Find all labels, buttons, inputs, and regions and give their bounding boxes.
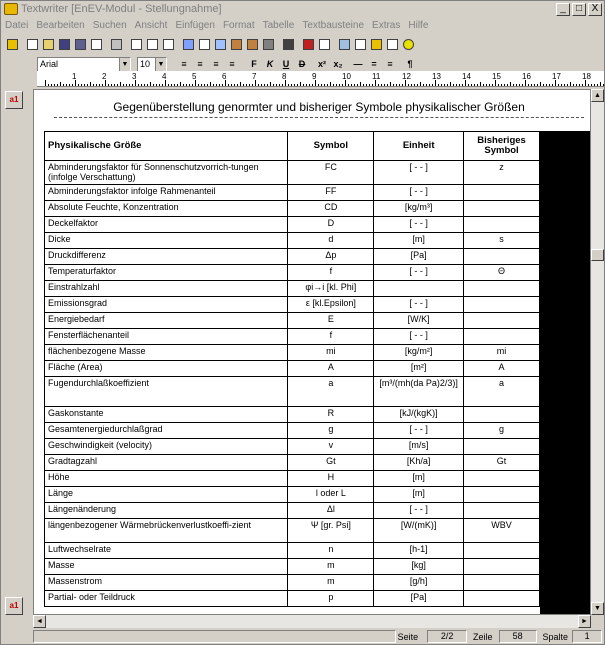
line-spacing-onehalf-icon[interactable]: =	[371, 59, 377, 69]
undo-icon[interactable]	[181, 37, 196, 52]
title-bar	[1, 1, 604, 17]
page-margin-shade	[540, 131, 591, 615]
bold-button[interactable]: F	[251, 59, 257, 69]
paragraph-icon[interactable]: ¶	[407, 59, 413, 69]
copy-icon[interactable]	[213, 37, 228, 52]
cell-einheit: [ - - ]	[374, 329, 464, 345]
cell-einheit: [ - - ]	[374, 161, 464, 185]
cell-symbol: m	[288, 559, 374, 575]
line-spacing-single-icon[interactable]: —	[353, 59, 363, 69]
cell-symbol: f	[288, 265, 374, 281]
table-row	[45, 201, 540, 217]
cell-symbol: D	[288, 217, 374, 233]
cell-symbol: ε [kl.Epsilon]	[288, 297, 374, 313]
cell-bisheriges-symbol	[464, 313, 540, 329]
cell-einheit: [h-1]	[374, 543, 464, 559]
underline-button[interactable]: U	[282, 59, 290, 69]
cell-groesse: Absolute Feuchte, Konzentration	[45, 201, 288, 217]
cell-groesse: Länge	[45, 487, 288, 503]
cell-bisheriges-symbol	[464, 297, 540, 313]
cell-bisheriges-symbol: A	[464, 361, 540, 377]
cell-einheit: [m]	[374, 233, 464, 249]
cell-groesse: Dicke	[45, 233, 288, 249]
table-row	[45, 377, 540, 407]
minimize-button[interactable]: _	[556, 3, 570, 16]
cell-symbol: Gt	[288, 455, 374, 471]
zeile-label: Zeile	[473, 631, 493, 642]
header-physikalische-groesse: Physikalische Größe	[45, 132, 288, 161]
scroll-thumb[interactable]	[591, 249, 604, 261]
close-button[interactable]: X	[588, 3, 602, 16]
zeile-value: 58	[499, 630, 537, 643]
cell-einheit: [ - - ]	[374, 217, 464, 233]
save-all-icon[interactable]	[73, 37, 88, 52]
cell-bisheriges-symbol: Gt	[464, 455, 540, 471]
font-select[interactable]	[37, 57, 131, 72]
ruler-number: 9	[312, 72, 317, 81]
cell-groesse: Deckelfaktor	[45, 217, 288, 233]
close-document-icon[interactable]	[89, 37, 104, 52]
cell-symbol: n	[288, 543, 374, 559]
cell-bisheriges-symbol	[464, 559, 540, 575]
cell-symbol: v	[288, 439, 374, 455]
cell-symbol: g	[288, 423, 374, 439]
cell-groesse: Abminderungsfaktor für Sonnenschutzvorrich-tungen (infolge Verschattung)	[45, 161, 288, 185]
maximize-button[interactable]: □	[572, 3, 586, 16]
cell-groesse: Längenänderung	[45, 503, 288, 519]
table-row	[45, 313, 540, 329]
table-row	[45, 439, 540, 455]
find-icon[interactable]	[281, 37, 296, 52]
header-symbol: Symbol	[288, 132, 374, 161]
align-center-icon[interactable]: ≡	[197, 59, 203, 69]
cell-einheit: [kg/m²]	[374, 345, 464, 361]
italic-button[interactable]: K	[266, 59, 274, 69]
table-row	[45, 575, 540, 591]
table-row	[45, 543, 540, 559]
ruler-number: 15	[492, 72, 501, 81]
ruler-number: 5	[192, 72, 197, 81]
cell-symbol: Ψ [gr. Psi]	[288, 519, 374, 543]
spalte-value: 1	[572, 630, 602, 643]
cell-bisheriges-symbol: WBV	[464, 519, 540, 543]
save-icon[interactable]	[57, 37, 72, 52]
cell-symbol: d	[288, 233, 374, 249]
menu-hilfe[interactable]: Hilfe	[408, 19, 429, 31]
cell-symbol: CD	[288, 201, 374, 217]
menu-textbausteine[interactable]: Textbausteine	[302, 19, 365, 31]
paste-icon[interactable]	[229, 37, 244, 52]
cell-bisheriges-symbol	[464, 471, 540, 487]
cell-bisheriges-symbol	[464, 249, 540, 265]
export-icon[interactable]	[161, 37, 176, 52]
table-row	[45, 217, 540, 233]
menu-format[interactable]: Format	[222, 19, 255, 31]
cell-bisheriges-symbol: Θ	[464, 265, 540, 281]
symbol-table	[44, 131, 540, 607]
cell-groesse: Partial- oder Teildruck	[45, 591, 288, 607]
horizontal-scrollbar[interactable]	[33, 615, 591, 628]
cell-einheit: [W/(mK)]	[374, 519, 464, 543]
cell-bisheriges-symbol	[464, 329, 540, 345]
cell-symbol: a	[288, 377, 374, 407]
cell-einheit: [m²]	[374, 361, 464, 377]
table-row	[45, 329, 540, 345]
menu-ansicht[interactable]: Ansicht	[134, 19, 168, 31]
cell-einheit: [kg/m³]	[374, 201, 464, 217]
cell-einheit: [kJ/(kgK)]	[374, 407, 464, 423]
cell-symbol: FF	[288, 185, 374, 201]
cell-symbol: E	[288, 313, 374, 329]
cell-groesse: Masse	[45, 559, 288, 575]
cell-groesse: Fugendurchlaßkoeffizient	[45, 377, 288, 407]
ruler-number: 14	[462, 72, 471, 81]
cell-einheit: [ - - ]	[374, 423, 464, 439]
strikethrough-button[interactable]: D	[298, 59, 306, 69]
cell-einheit: [Kh/a]	[374, 455, 464, 471]
superscript-icon[interactable]: x²	[317, 59, 326, 69]
new-document-icon[interactable]	[25, 37, 40, 52]
menu-extras[interactable]: Extras	[372, 19, 401, 31]
table-row	[45, 407, 540, 423]
frame-icon[interactable]	[385, 37, 400, 52]
menu-tabelle[interactable]: Tabelle	[262, 19, 295, 31]
spellcheck-icon[interactable]	[301, 37, 316, 52]
align-left-icon[interactable]: ≡	[181, 59, 187, 69]
cell-bisheriges-symbol	[464, 591, 540, 607]
cell-groesse: Gradtagzahl	[45, 455, 288, 471]
scroll-right-icon[interactable]: ►	[578, 615, 591, 628]
paste-special-icon[interactable]	[245, 37, 260, 52]
thesaurus-icon[interactable]	[317, 37, 332, 52]
cell-bisheriges-symbol	[464, 487, 540, 503]
table-row	[45, 345, 540, 361]
cell-bisheriges-symbol	[464, 575, 540, 591]
cell-einheit: [ - - ]	[374, 503, 464, 519]
cell-groesse: Höhe	[45, 471, 288, 487]
table-row	[45, 503, 540, 519]
cell-symbol: f	[288, 329, 374, 345]
cell-groesse: flächenbezogene Masse	[45, 345, 288, 361]
cell-groesse: Massenstrom	[45, 575, 288, 591]
cell-symbol: Δp	[288, 249, 374, 265]
cell-einheit: [ - - ]	[374, 265, 464, 281]
book-icon[interactable]	[5, 37, 20, 52]
cell-einheit: [g/h]	[374, 575, 464, 591]
scroll-left-icon[interactable]: ◄	[33, 615, 46, 628]
table-row	[45, 423, 540, 439]
scroll-down-icon[interactable]: ▼	[591, 602, 604, 615]
cell-einheit: [m/s]	[374, 439, 464, 455]
line-spacing-double-icon[interactable]: ≡	[387, 59, 393, 69]
table-row	[45, 161, 540, 185]
window-title: Textwriter [EnEV-Modul - Stellungnahme]	[21, 3, 222, 15]
standard-toolbar	[5, 35, 417, 53]
table-icon[interactable]	[337, 37, 352, 52]
table-row	[45, 233, 540, 249]
seite-label: Seite	[397, 631, 419, 642]
document-heading: Gegenüberstellung genormter und bisheriger Symbole physikalischer Größen	[54, 100, 584, 118]
print-preview-icon[interactable]	[129, 37, 144, 52]
chevron-down-icon[interactable]: ▼	[155, 58, 166, 71]
cell-bisheriges-symbol	[464, 185, 540, 201]
table-row	[45, 281, 540, 297]
ruler-number: 18	[582, 72, 591, 81]
cell-symbol: l oder L	[288, 487, 374, 503]
cell-einheit: [W/K]	[374, 313, 464, 329]
ruler-number: 1	[72, 72, 77, 81]
menu-bar	[1, 17, 604, 33]
status-message	[33, 630, 396, 643]
table-row	[45, 185, 540, 201]
cell-einheit: [kg]	[374, 559, 464, 575]
delete-icon[interactable]	[261, 37, 276, 52]
cell-groesse: Geschwindigkeit (velocity)	[45, 439, 288, 455]
smiley-icon[interactable]	[401, 37, 416, 52]
table-row	[45, 591, 540, 607]
menu-einfuegen[interactable]: Einfügen	[175, 19, 215, 31]
cell-symbol: H	[288, 471, 374, 487]
menu-bearbeiten[interactable]: Bearbeiten	[36, 19, 85, 31]
cell-bisheriges-symbol: s	[464, 233, 540, 249]
sort-down-button[interactable]: a1	[5, 597, 23, 615]
cell-einheit: [Pa]	[374, 591, 464, 607]
ruler-number: 3	[132, 72, 137, 81]
table-row	[45, 519, 540, 543]
ruler-number: 11	[372, 72, 381, 81]
font-name: Arial	[40, 58, 59, 69]
status-bar	[1, 629, 604, 644]
cell-einheit: [m]	[374, 487, 464, 503]
cell-groesse: Fensterflächenanteil	[45, 329, 288, 345]
cell-symbol: m	[288, 575, 374, 591]
cell-bisheriges-symbol: z	[464, 161, 540, 185]
image-icon[interactable]	[353, 37, 368, 52]
table-header-row	[45, 132, 540, 161]
table-row	[45, 471, 540, 487]
app-icon	[4, 3, 18, 15]
header-bisheriges-symbol: Bisheriges Symbol	[464, 132, 540, 161]
cell-groesse: Abminderungsfaktor infolge Rahmenanteil	[45, 185, 288, 201]
ruler-number: 4	[162, 72, 167, 81]
subscript-icon[interactable]: x₂	[333, 59, 343, 69]
table-row	[45, 361, 540, 377]
header-einheit: Einheit	[374, 132, 464, 161]
menu-datei[interactable]: Datei	[5, 19, 29, 31]
cell-groesse: Druckdifferenz	[45, 249, 288, 265]
ruler-number: 12	[402, 72, 411, 81]
ruler-number: 10	[342, 72, 351, 81]
print-icon[interactable]	[109, 37, 124, 52]
cell-groesse: längenbezogener Wärmebrückenverlustkoeffi-zient	[45, 519, 288, 543]
open-folder-icon[interactable]	[41, 37, 56, 52]
cell-bisheriges-symbol	[464, 281, 540, 297]
cell-groesse: Gesamtenergiedurchlaßgrad	[45, 423, 288, 439]
ruler-number: 6	[222, 72, 227, 81]
font-size: 10	[140, 58, 151, 69]
table-row	[45, 455, 540, 471]
ruler-number: 17	[552, 72, 561, 81]
cell-bisheriges-symbol	[464, 439, 540, 455]
chart-icon[interactable]	[369, 37, 384, 52]
cell-groesse: Gaskonstante	[45, 407, 288, 423]
align-right-icon[interactable]: ≡	[213, 59, 219, 69]
ruler-number: 2	[102, 72, 107, 81]
cell-einheit	[374, 281, 464, 297]
seite-value: 2/2	[427, 630, 467, 643]
cell-einheit: [ - - ]	[374, 297, 464, 313]
cell-einheit: [m]	[374, 471, 464, 487]
ruler-number: 16	[522, 72, 531, 81]
page-view-icon[interactable]	[145, 37, 160, 52]
cell-bisheriges-symbol	[464, 543, 540, 559]
spalte-label: Spalte	[542, 631, 569, 642]
cell-symbol: Δl	[288, 503, 374, 519]
cell-bisheriges-symbol: mi	[464, 345, 540, 361]
table-row	[45, 487, 540, 503]
cell-bisheriges-symbol: a	[464, 377, 540, 407]
cell-bisheriges-symbol	[464, 217, 540, 233]
table-row	[45, 265, 540, 281]
table-row	[45, 249, 540, 265]
cell-groesse: Temperaturfaktor	[45, 265, 288, 281]
chevron-down-icon[interactable]: ▼	[119, 58, 130, 71]
cell-symbol: FC	[288, 161, 374, 185]
cell-bisheriges-symbol	[464, 407, 540, 423]
cell-einheit: [ - - ]	[374, 185, 464, 201]
cell-einheit: [m³/(mh(da Pa)2/3)]	[374, 377, 464, 407]
sort-up-button[interactable]: a1	[5, 91, 23, 109]
cell-bisheriges-symbol	[464, 503, 540, 519]
scroll-up-icon[interactable]: ▲	[591, 89, 604, 102]
cell-symbol: p	[288, 591, 374, 607]
ruler-number: 8	[282, 72, 287, 81]
document-page[interactable]	[33, 89, 591, 615]
cell-groesse: Emissionsgrad	[45, 297, 288, 313]
cell-groesse: Fläche (Area)	[45, 361, 288, 377]
font-size-select[interactable]	[137, 57, 167, 72]
cell-groesse: Einstrahlzahl	[45, 281, 288, 297]
cell-einheit: [Pa]	[374, 249, 464, 265]
ruler-number: 7	[252, 72, 257, 81]
cell-symbol: φi→i [kl. Phi]	[288, 281, 374, 297]
justify-icon[interactable]: ≡	[229, 59, 235, 69]
cell-bisheriges-symbol: g	[464, 423, 540, 439]
cell-groesse: Luftwechselrate	[45, 543, 288, 559]
ruler[interactable]	[37, 71, 604, 87]
cell-symbol: mi	[288, 345, 374, 361]
cell-symbol: A	[288, 361, 374, 377]
cell-symbol: R	[288, 407, 374, 423]
table-row	[45, 297, 540, 313]
menu-suchen[interactable]: Suchen	[92, 19, 127, 31]
ruler-number: 13	[432, 72, 441, 81]
vertical-scrollbar[interactable]	[591, 89, 604, 615]
cell-bisheriges-symbol	[464, 201, 540, 217]
cut-icon[interactable]	[197, 37, 212, 52]
table-row	[45, 559, 540, 575]
cell-groesse: Energiebedarf	[45, 313, 288, 329]
